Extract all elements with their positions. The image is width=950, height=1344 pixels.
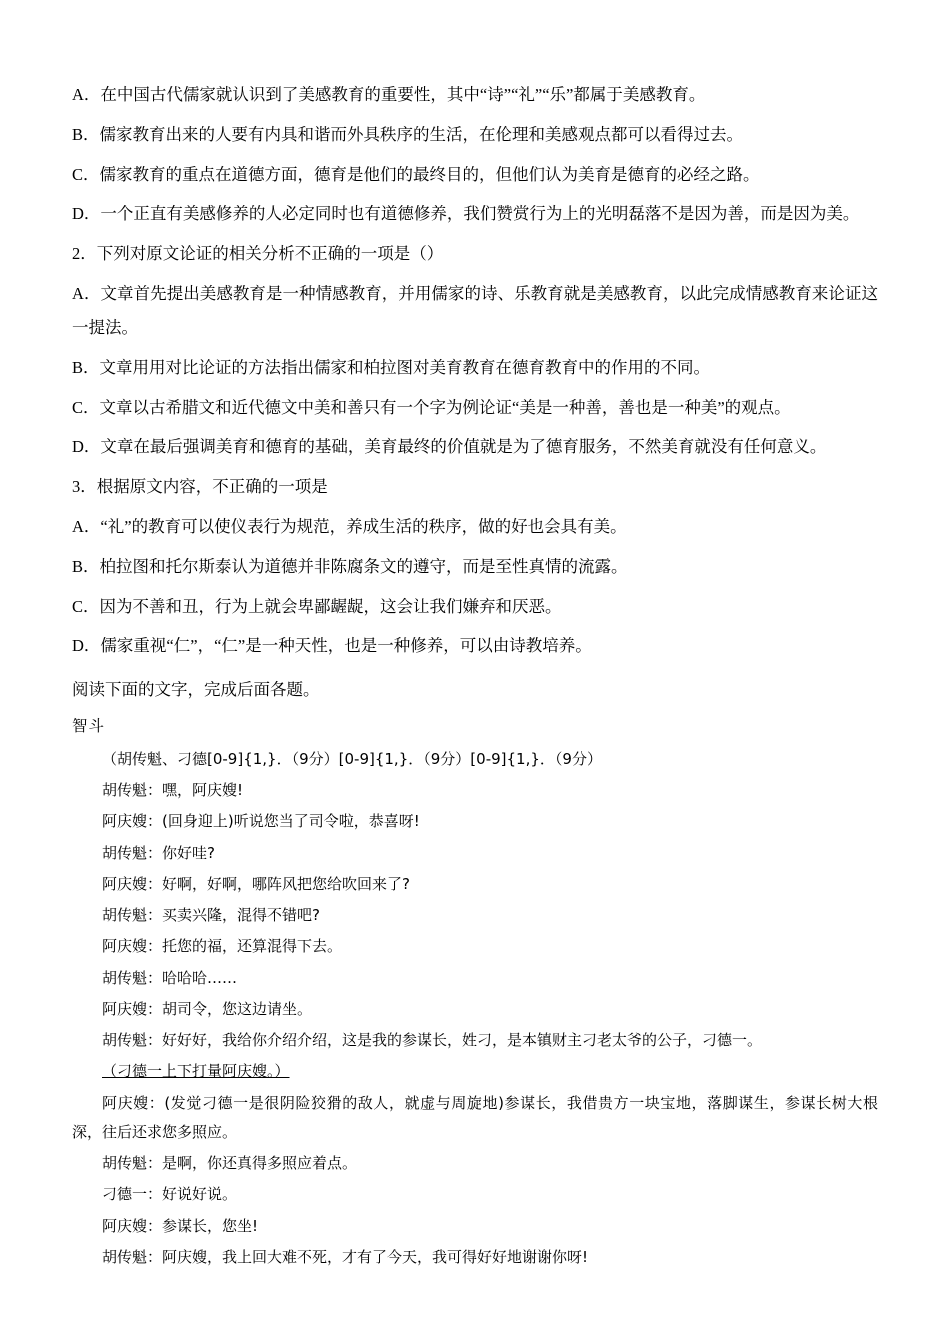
script-line: 阿庆嫂：参谋长，您坐!	[102, 1216, 259, 1235]
option-text: 儒家重视“仁”，“仁”是一种天性，也是一种修养，可以由诗教培养。	[100, 636, 592, 656]
option-label: D．	[72, 204, 101, 224]
script-line: 胡传魁：买卖兴隆，混得不错吧?	[102, 906, 320, 925]
option-label: B．	[72, 124, 100, 144]
option-label: A．	[72, 85, 101, 104]
option-text: 柏拉图和托尔斯泰认为道德并非陈腐条文的遵守，而是至性真情的流露。	[99, 556, 628, 576]
script-line: 刁德一：好说好说。	[102, 1185, 238, 1204]
play-title: 智斗	[72, 717, 106, 735]
script-block	[72, 745, 878, 1272]
option-text: 文章以古希腊文和近代德文中美和善只有一个字为例论证“美是一种善，善也是一种美”的观点。	[99, 397, 791, 417]
question1-option-b	[72, 118, 878, 152]
document-body	[72, 78, 878, 1272]
question2-option-a	[72, 277, 878, 345]
option-text: 儒家教育的重点在道德方面，德育是他们的最终目的，但他们认为美育是德育的必经之路。	[99, 164, 760, 184]
script-line: 阿庆嫂：托您的福，还算混得下去。	[102, 937, 343, 956]
script-line: 胡传魁：哈哈哈……	[102, 968, 238, 987]
question2-option-d	[72, 430, 878, 464]
option-label: D．	[72, 636, 101, 656]
option-label: B．	[72, 357, 100, 377]
option-text: 文章在最后强调美育和德育的基础，美育最终的价值就是为了德育服务，不然美育就没有任何意义。	[100, 437, 827, 457]
script-line: 阿庆嫂：(回身迎上)听说您当了司令啦，恭喜呀!	[102, 812, 420, 831]
question3-option-a	[72, 510, 878, 544]
option-label: A．	[72, 284, 101, 304]
question1-option-c	[72, 158, 878, 192]
script-line: 胡传魁：阿庆嫂，我上回大难不死，才有了今天，我可得好好地谢谢你呀!	[102, 1247, 589, 1266]
question2-option-c	[72, 391, 878, 425]
script-line: 胡传魁：你好哇?	[102, 843, 215, 862]
option-text: 文章用用对比论证的方法指出儒家和柏拉图对美育教育在德育教育中的作用的不同。	[99, 357, 711, 377]
question1-option-d	[72, 197, 878, 231]
option-text: 一个正直有美感修养的人必定同时也有道德修养，我们赞赏行为上的光明磊落不是因为善，而是因为美。	[100, 204, 860, 224]
option-label: C．	[72, 397, 100, 417]
question2-stem: 2．下列对原文论证的相关分析不正确的一项是（）	[72, 244, 444, 264]
question3-option-d	[72, 629, 878, 663]
question3-option-b	[72, 550, 878, 584]
script-line: 胡传魁：好好好，我给你介绍介绍，这是我的参谋长，姓刁，是本镇财主刁老太爷的公子，刁德一。	[102, 1031, 763, 1050]
script-line: 阿庆嫂：好啊，好啊，哪阵风把您给吹回来了?	[102, 874, 410, 893]
question3-stem: 3．根据原文内容，不正确的一项是	[72, 477, 328, 497]
option-label: C．	[72, 596, 100, 616]
option-text: 文章首先提出美感教育是一种情感教育，并用儒家的诗、乐教育就是美感教育，以此完成情感教育来论证这一提法。	[72, 284, 879, 337]
script-line-stage-direction: （刁德一上下打量阿庆嫂。）	[102, 1062, 290, 1081]
option-text: 因为不善和丑，行为上就会卑鄙龌龊，这会让我们嫌弃和厌恶。	[99, 596, 562, 616]
script-line: 阿庆嫂：(发觉刁德一是很阴险狡猾的敌人，就虚与周旋地)参谋长，我借贵方一块宝地，落脚谋生，参谋长树大根深，往后还求您多照应。	[72, 1093, 878, 1141]
question1-option-a	[72, 78, 878, 112]
question2-option-b	[72, 351, 878, 385]
option-text: “礼”的教育可以使仪表行为规范，养成生活的秩序，做的好也会具有美。	[100, 516, 627, 536]
script-line: 胡传魁：是啊，你还真得多照应着点。	[102, 1154, 358, 1173]
question3-option-c	[72, 590, 878, 624]
script-line: 阿庆嫂：胡司令，您这边请坐。	[102, 999, 313, 1018]
option-text: 儒家教育出来的人要有内具和谐而外具秩序的生活，在伦理和美感观点都可以看得过去。	[99, 124, 744, 144]
option-label: B．	[72, 556, 100, 576]
option-label: A．	[72, 516, 101, 536]
reading-instruction: 阅读下面的文字，完成后面各题。	[72, 680, 320, 700]
option-text: 在中国古代儒家就认识到了美感教育的重要性，其中“诗”“礼”“乐”都属于美感教育。	[100, 85, 706, 104]
option-label: C．	[72, 164, 100, 184]
script-line: （胡传魁、刁德[0-9]{1,}．（9分）[0-9]{1,}．（9分）[0-9]{1,}．（9分）	[102, 749, 602, 768]
script-line: 胡传魁：嘿，阿庆嫂!	[102, 781, 244, 800]
option-label: D．	[72, 437, 101, 457]
